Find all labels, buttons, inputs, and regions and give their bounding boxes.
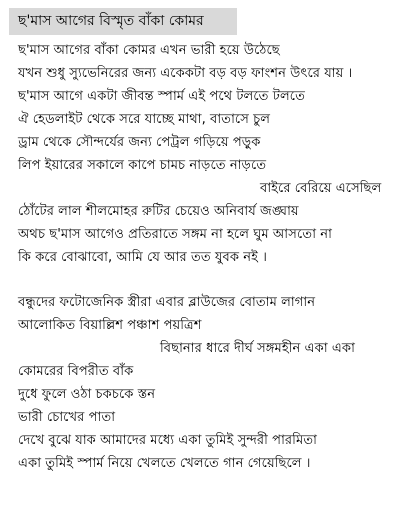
poem-line: দেখে বুঝে যাক আমাদের মধ্যে একা তুমিই সুন্দরী পারমিতা (18, 433, 317, 448)
poem-line-indented: বিছানার ধারে দীর্ঘ সঙ্গমহীন একা একা (160, 341, 355, 356)
poem-line: ঐ হেডলাইট থেকে সরে যাচ্ছে মাথা, বাতাসে চুল (18, 112, 271, 127)
poem-line: আলোকিত বিয়াল্লিশ পঞ্চাশ পয়ত্রিশ (18, 318, 202, 333)
poem-line: লিপ ইয়ারের সকালে কাপে চামচ নাড়তে নাড়তে (18, 158, 267, 173)
poem-title: ছ'মাস আগের বিস্মৃত বাঁকা কোমর (18, 13, 204, 29)
poem-line: ড্রাম থেকে সৌন্দর্যের জন্য পেট্রল গড়িয়ে পড়ুক (18, 135, 261, 150)
poem-line: ঠোঁটের লাল শীলমোহর রুটির চেয়েও অনিবার্য জঙ্ঘায় (18, 204, 299, 219)
poem-line: কি করে বোঝাবো, আমি যে আর তত যুবক নই । (18, 250, 267, 265)
poem-line: একা তুমিই স্পার্ম নিয়ে খেলতে খেলতে গান গেয়েছিলে । (18, 456, 311, 471)
poem-line: কোমরের বিপরীত বাঁক (18, 364, 134, 379)
poem-line: অথচ ছ'মাস আগেও প্রতিরাতে সঙ্গম না হলে ঘুম আসতো না (18, 227, 332, 242)
poem-line: বন্ধুদের ফটোজেনিক স্ত্রীরা এবার ব্লাউজের বোতাম লাগান (18, 295, 316, 310)
poem-line: দুধে ফুলে ওঠা চকচকে স্তন (18, 387, 156, 402)
poem-line: ছ'মাস আগে একটা জীবন্ত স্পার্ম এই পথে টলতে টলতে (18, 89, 305, 104)
poem-line: ভারী চোখের পাতা (18, 410, 116, 425)
poem-line: যখন শুধু স্যুভেনিরের জন্য একেকটা বড় বড় ফাংশন উৎরে যায় । (18, 66, 353, 81)
poem-line-indented: বাইরে বেরিয়ে এসেছিল (260, 181, 382, 196)
poem-line: ছ'মাস আগের বাঁকা কোমর এখন ভারী হয়ে উঠেছে (18, 43, 280, 58)
